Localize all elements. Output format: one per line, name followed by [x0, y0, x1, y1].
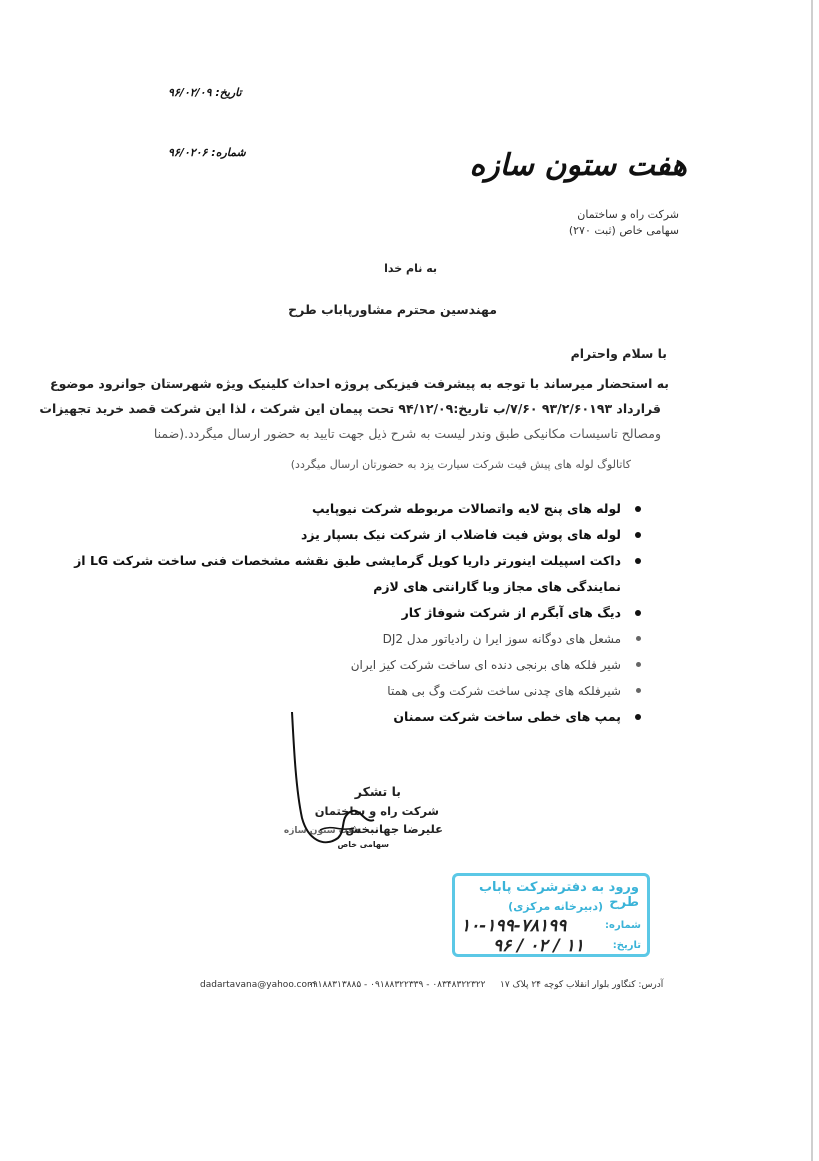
list-item: دیگ های آبگرم از شرکت شوفاژ کار [101, 600, 641, 626]
letter-date: تاریخ: ۹۶/۰۲/۰۹ [168, 86, 242, 99]
basmala: به نام خدا [384, 262, 437, 275]
letter-number: شماره: ۹۶/۰۲۰۶ [168, 146, 246, 159]
list-item-continuation: نمایندگی های مجاز وبا گارانتی های لازم [373, 579, 621, 594]
list-item: مشعل های دوگانه سوز ایرا ن رادیاتور مدل DJ2 [101, 626, 641, 652]
signature-icon [280, 700, 390, 860]
list-item: لوله های پوش فیت فاضلاب از شرکت نیک بسپار یزد [101, 522, 641, 548]
stamp-number-value: ۱۰-۱۹۹-۷۸۱۹۹ [461, 916, 567, 936]
greeting: با سلام واحترام [570, 346, 667, 361]
signature-name: علیرضا جهانبخش [345, 822, 443, 836]
stamp-title: ورود به دفترشرکت پاباب طرح [478, 880, 639, 910]
company-logo: هفت ستون سازه [469, 148, 687, 183]
company-subtitle: شرکت راه و ساختمان [577, 208, 679, 221]
closing: با تشکر [354, 784, 401, 799]
footer-phones: ۰۸۳۴۸۳۲۲۳۲۲ - ۰۹۱۸۸۳۲۲۳۳۹ - ۰۹۱۸۸۳۱۳۸۸۵ [308, 980, 486, 990]
recipient: مهندسین محترم مشاورپاباب طرح [288, 302, 497, 317]
bullet-icon [635, 532, 641, 538]
bullet-icon [636, 688, 641, 693]
bullet-icon [635, 506, 641, 512]
received-stamp [452, 873, 650, 957]
stamp-date-value: ۹۶ / ۰۲ / ۱۱ [493, 936, 584, 956]
paragraph-line-3: ومصالح تاسیسات مکانیکی طبق وندر لیست به شرح ذیل جهت تایید به حضور ارسال میگردد.(ضمنا [153, 426, 661, 441]
stamp-number-label: شماره: [605, 920, 641, 931]
signature-seal-text: هفت ستون سازه [283, 826, 361, 836]
list-item: لوله های پنج لایه واتصالات مربوطه شرکت نیوپایپ [101, 496, 641, 522]
bullet-icon [636, 662, 641, 667]
bullet-icon [635, 558, 641, 564]
stamp-subtitle: (دبیرخانه مرکزی) [508, 900, 603, 913]
list-item: شیر فلکه های برنجی دنده ای ساخت شرکت کیز ایران [101, 652, 641, 678]
paragraph-line-4: کاتالوگ لوله های پیش فیت شرکت سیارت یزد به حضورتان ارسال میگردد) [290, 458, 631, 471]
paragraph-line-1: به استحضار میرساند با توجه به پیشرفت فیزیکی پروژه احداث کلینیک ویژه شهرستان جوانرود موضوع [50, 376, 669, 391]
bullet-icon [635, 610, 641, 616]
bullet-icon [636, 636, 641, 641]
list-item: شیرفلکه های چدنی ساخت شرکت وگ بی همتا [101, 678, 641, 704]
list-item: پمپ های خطی ساخت شرکت سمنان [101, 704, 641, 730]
stamp-date-label: تاریخ: [612, 940, 641, 951]
equipment-list [74, 496, 641, 730]
list-item: داکت اسپیلت اینورتر داریا کویل گرمایشی طبق نقشه مشخصات فنی ساخت شرکت LG از [101, 548, 641, 574]
company-registration: سهامی خاص (ثبت ۲۷۰) [568, 224, 679, 237]
scan-edge [811, 0, 813, 1161]
bullet-icon [635, 714, 641, 720]
footer-email: dadartavana@yahoo.com [200, 980, 316, 990]
footer-address: آدرس: کنگاور بلوار انقلاب کوچه ۲۴ پلاک ۱۷ [500, 980, 664, 990]
signature-small: سهامی خاص [337, 840, 389, 849]
paragraph-line-2: قرارداد ۹۳/۲/۶۰۱۹۳ ۷/۶۰/ب تاریخ:۹۴/۱۲/۰۹ تحت پیمان این شرکت ، لذا این شرکت قصد خرید تجهیزات [39, 401, 661, 416]
signature-company: شرکت راه و ساختمان [314, 804, 439, 818]
